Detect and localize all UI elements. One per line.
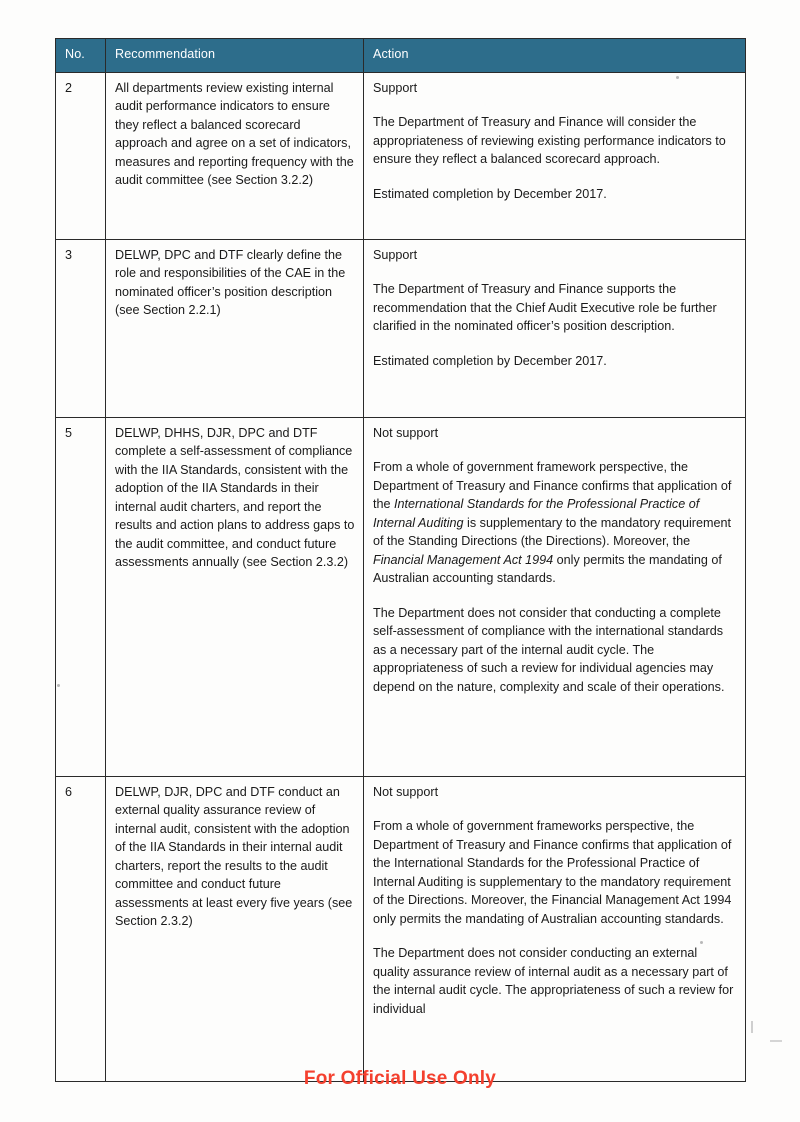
scan-artifact [700,941,703,944]
column-header-action: Action [364,39,746,73]
action-status: Support [373,80,418,95]
action-body: The Department of Treasury and Finance supports the recommendation that the Chief Audit Executive role be further clarified in the nominated officer’s position description. [373,282,717,333]
action-estimate: Estimated completion by December 2017. [373,353,607,368]
recommendation-text: All departments review existing internal audit performance indicators to ensure they reflect a balanced scorecard approach and agree on a set of indicators, measures and reporting frequency with the audit committee (see Section 3.2.2) [115,80,354,187]
row-number: 2 [56,72,106,239]
action-status: Support [373,247,418,262]
row-number: 3 [56,239,106,417]
recommendation-text: DELWP, DPC and DTF clearly define the role and responsibilities of the CAE in the nominated officer’s position description (see Section 2.2.1) [115,247,346,317]
action-estimate: Estimated completion by December 2017. [373,186,607,201]
action-text-segment: is supplementary to the mandatory requirement of the Standing Directions (the Directions). Moreover, the [373,515,731,548]
action-text-segment: From a whole of government framework perspective, the Department of Treasury and Finance confirms that application of the [373,460,732,511]
action-paragraph-1 [373,458,737,588]
row-recommendation [106,72,364,239]
row-number: 5 [56,417,106,776]
action-paragraph-2: The Department does not consider that conducting a complete self-assessment of compliance with the international standards as a necessary part of the internal audit cycle. The appropriateness of such a review for individual agencies may depend on the nature, complexity and scale of their operations. [373,605,725,694]
table-header-row [56,39,746,73]
action-paragraph-2: The Department does not consider conducting an external quality assurance review of internal audit as a necessary part of the internal audit cycle. The appropriateness of such a review for individual [373,946,734,1016]
action-body: The Department of Treasury and Finance will consider the appropriateness of reviewing existing performance indicators to ensure they reflect a balanced scorecard approach. [373,115,726,166]
row-action [364,417,746,776]
column-header-recommendation: Recommendation [106,39,364,73]
recommendation-text: DELWP, DHHS, DJR, DPC and DTF complete a self-assessment of compliance with the IIA Standards, consistent with the adoption of the IIA Standards in their internal audit charters, and report the results and action plans to address gaps to the audit committee, and conduct future assessments annually (see Section 2.3.2) [115,425,355,569]
recommendation-text: DELWP, DJR, DPC and DTF conduct an external quality assurance review of internal audit, consistent with the adoption of the IIA Standards in their internal audit charters, report the results to the audit committee and conduct future assessments at least every five years (see Section 2.3.2) [115,784,353,928]
action-text-segment: only permits the mandating of Australian accounting standards. [373,552,722,585]
table-row [56,239,746,417]
action-status: Not support [373,425,439,440]
row-recommendation [106,776,364,1081]
action-paragraph-1: From a whole of government frameworks perspective, the Department of Treasury and Finance confirms that application of the International Standards for the Professional Practice of Internal Auditing is supplementary to the mandatory requirement of the Directions. Moreover, the Financial Management Act 1994 only permits the mandating of Australian accounting standards. [373,819,732,926]
table-row [56,776,746,1081]
official-use-only-stamp: For Official Use Only [303,1068,497,1089]
column-header-no: No. [56,39,106,73]
row-recommendation [106,417,364,776]
scan-artifact [676,76,679,79]
table-row [56,417,746,776]
row-action [364,239,746,417]
row-action [364,72,746,239]
scan-artifact [751,1021,753,1033]
action-status: Not support [373,784,439,799]
scan-artifact [57,684,60,687]
row-recommendation [106,239,364,417]
recommendations-table [55,38,746,1082]
scan-artifact [770,1040,782,1042]
row-action [364,776,746,1081]
action-italic-title-1: International Standards for the Professional Practice of Internal Auditing [373,497,700,530]
row-number: 6 [56,776,106,1081]
table-row [56,72,746,239]
action-italic-title-2: Financial Management Act 1994 [373,552,554,567]
